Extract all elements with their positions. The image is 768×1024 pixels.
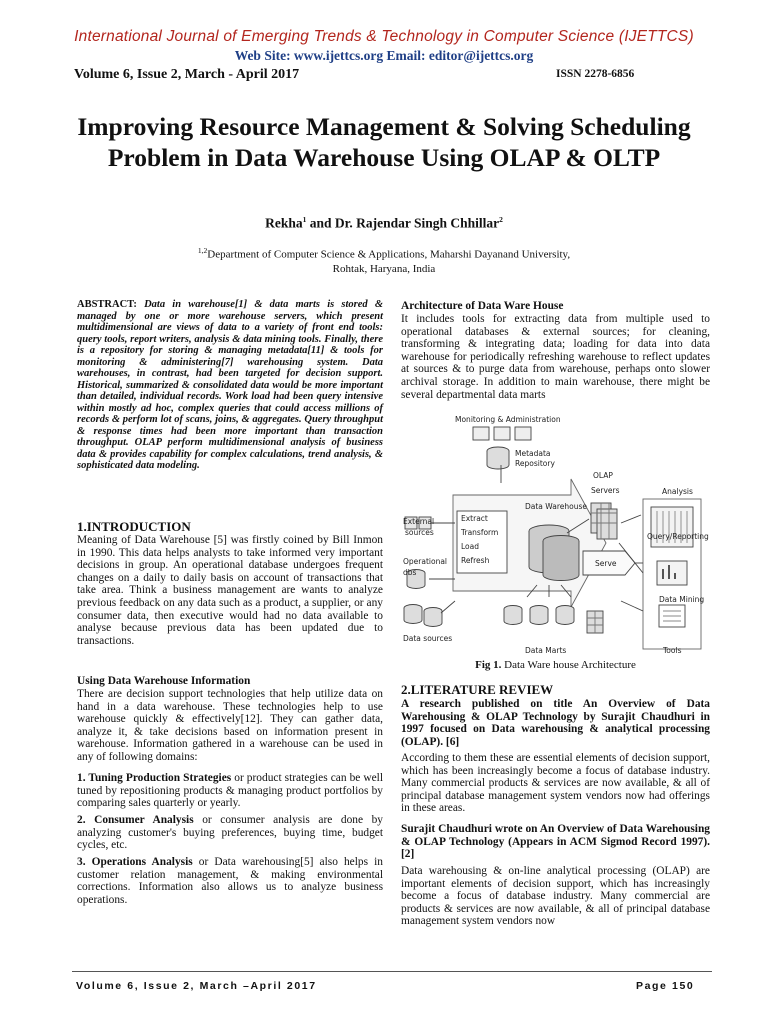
author-1-sup: 1 xyxy=(302,215,307,224)
affiliation-line-1: Department of Computer Science & Applications, Maharshi Dayanand University, xyxy=(207,248,571,261)
architecture-heading: Architecture of Data Ware House xyxy=(401,300,564,312)
fig-operational-label-1: Operational xyxy=(403,557,448,566)
footer-divider xyxy=(72,971,712,972)
fig-sources-label: Data sources xyxy=(403,634,453,643)
monitoring-box-2 xyxy=(494,427,510,440)
intro-heading: 1.INTRODUCTION xyxy=(77,519,191,534)
fig-warehouse-label: Data Warehouse xyxy=(525,502,587,511)
abstract-label: ABSTRACT: xyxy=(77,299,137,310)
domain-item-3-label: 3. Operations Analysis xyxy=(77,856,193,868)
domain-item-1-label: 1. Tuning Production Strategies xyxy=(77,772,232,784)
architecture-diagram xyxy=(401,413,710,658)
fig-metadata-label-2: Repository xyxy=(515,459,555,468)
fig-mining-label: Data Mining xyxy=(659,595,705,604)
affiliation-line-2: Rohtak, Haryana, India xyxy=(332,262,436,275)
affiliation-sup: 1,2 xyxy=(197,246,208,255)
literature-heading: 2.LITERATURE REVIEW xyxy=(401,682,554,697)
author-2: and Dr. Rajendar Singh Chhillar xyxy=(306,215,500,231)
footer-page: Page 150 xyxy=(636,980,695,992)
fig-query-label: Query/Reporting xyxy=(647,532,709,541)
intro-subheading: Using Data Warehouse Information xyxy=(77,675,251,687)
domain-item-1 xyxy=(77,772,383,810)
issn: ISSN 2278-6856 xyxy=(556,68,635,80)
volume-info: Volume 6, Issue 2, March - April 2017 xyxy=(74,67,300,82)
author-1: Rekha xyxy=(265,215,303,231)
intro-paragraph-1: Meaning of Data Warehouse [5] was firstly coined by Bill Inmon in 1990. This data helps analysts to take informed very important decisions in group. An operational database undergoes frequent changes on a daily to daily basis on account of transactions that take area. Think a business management are wants to analyze previous feedback on any data such as a product, a supplier, or any consumer data, then executive would had no data available to analyse because previous data has been updated due to transactions. xyxy=(77,534,383,647)
fig-tools-label: Tools xyxy=(663,646,682,655)
domain-item-2 xyxy=(77,814,383,852)
domain-item-1-text: or product strategies can be well tuned by repositioning products & managing product portfolios by comparing sales quarterly or yearly. xyxy=(77,772,384,810)
monitoring-box-1 xyxy=(473,427,489,440)
fig-olap-label-2: Servers xyxy=(591,486,620,495)
abstract-text: Data in warehouse[1] & data marts is stored & managed by one or more warehouse servers, which present multidimensional are views of data to a variety of front end tools: query tools, report writers, analysis & data mining tools. Finally, there is a repository for storing & managing metadata[11] & tools for monitoring & administering[7] warehousing system. Data warehouses, in contrast, had been targeted for decision support. Historical, summarized & consolidated data would be more important than detailed, individual records. Work load had been query intensive within mostly ad hoc, complex queries that could access millions of records & perform lot of scans, joins, & aggregates. Query throughput & response times had been more important than transaction throughput. OLAP perform multidimensional analysis of business data & provides capability for complex calculations, trend analysis, & sophisticated data modeling. xyxy=(77,299,383,471)
fig-etl-label-2: Transform xyxy=(461,528,499,537)
domain-item-3 xyxy=(77,856,383,906)
literature-bold-2: Surajit Chaudhuri wrote on An Overview of Data Warehousing & OLAP Technology (Appears in ACM Sigmod Record 1997).[2] xyxy=(401,823,710,861)
literature-paragraph-2: Data warehousing & on-line analytical processing (OLAP) are important elements of decision support, which has increasingly become a focus of database industry. Many commercial are products & services are now available, & all of principal database management system vendors now xyxy=(401,865,710,928)
figure-caption xyxy=(401,659,710,671)
fig-external-label-2: sources xyxy=(405,528,434,537)
footer-volume: Volume 6, Issue 2, March –April 2017 xyxy=(76,980,317,992)
domain-item-3-text: or Data warehousing[5] also helps in customer relation management, & making environmental corrections. Information also allows us to analyze business operations. xyxy=(77,856,383,906)
journal-website: Web Site: www.ijettcs.org Email: editor@ijettcs.org xyxy=(234,48,534,63)
affiliation xyxy=(0,244,768,276)
paper-title: Improving Resource Management & Solving Scheduling Problem in Data Warehouse Using OLAP & OLTP xyxy=(77,112,691,172)
fig-etl-label-3: Load xyxy=(461,542,479,551)
fig-metadata-label-1: Metadata xyxy=(515,449,551,458)
author-line xyxy=(0,215,768,232)
literature-paragraph-1: According to them these are essential elements of decision support, which has been increasingly become a focus of database industry. Many commercial products & services are now available, & all of principal database management system vendors now had offerings in these areas. xyxy=(401,752,710,815)
domain-item-2-label: 2. Consumer Analysis xyxy=(77,814,194,826)
fig-external-label-1: External xyxy=(403,517,435,526)
fig-etl-label-1: Extract xyxy=(461,514,488,523)
figure-caption-text: Data Ware house Architecture xyxy=(501,659,636,671)
intro-paragraph-2: There are decision support technologies that help utilize data on hand in a data warehouse. These technologies help to use warehouse quickly & effectively[12]. They can gather data, analyze it, & take decisions based on information present in warehouse. Information gathered in a warehouse can be used in any of following domains: xyxy=(77,688,383,763)
monitoring-box-3 xyxy=(515,427,531,440)
fig-operational-label-2: dbs xyxy=(403,568,417,577)
fig-etl-label-4: Refresh xyxy=(461,556,490,565)
abstract xyxy=(77,299,383,472)
fig-serve-label: Serve xyxy=(595,559,617,568)
fig-olap-label-1: OLAP xyxy=(593,471,613,480)
journal-name: International Journal of Emerging Trends & Technology in Computer Science (IJETTCS) xyxy=(74,28,694,45)
fig-marts-label: Data Marts xyxy=(525,646,567,655)
author-2-sup: 2 xyxy=(499,215,503,224)
architecture-paragraph: It includes tools for extracting data from multiple used to operational databases & external sources; for cleaning, transforming & integrating data; loading for data into data warehouse for periodically refreshing warehouse to reflect updates at sources & to purge data from warehouse, perhaps onto slower archival storage. In addition to main warehouse, there might be several departmental data marts xyxy=(401,313,710,401)
literature-bold-1: A research published on title An Overview of Data Warehousing & OLAP Technology by Surajit Chaudhuri in 1997 focused on Data warehousing & analytical processing (OLAP). [6] xyxy=(401,698,710,748)
fig-monitoring-label: Monitoring & Administration xyxy=(455,415,561,424)
fig-analysis-label: Analysis xyxy=(662,487,693,496)
figure-caption-label: Fig 1. xyxy=(475,659,502,671)
domain-item-2-text: or consumer analysis are done by analyzing customer's buying preferences, buying time, budget cycles, etc. xyxy=(77,814,383,852)
